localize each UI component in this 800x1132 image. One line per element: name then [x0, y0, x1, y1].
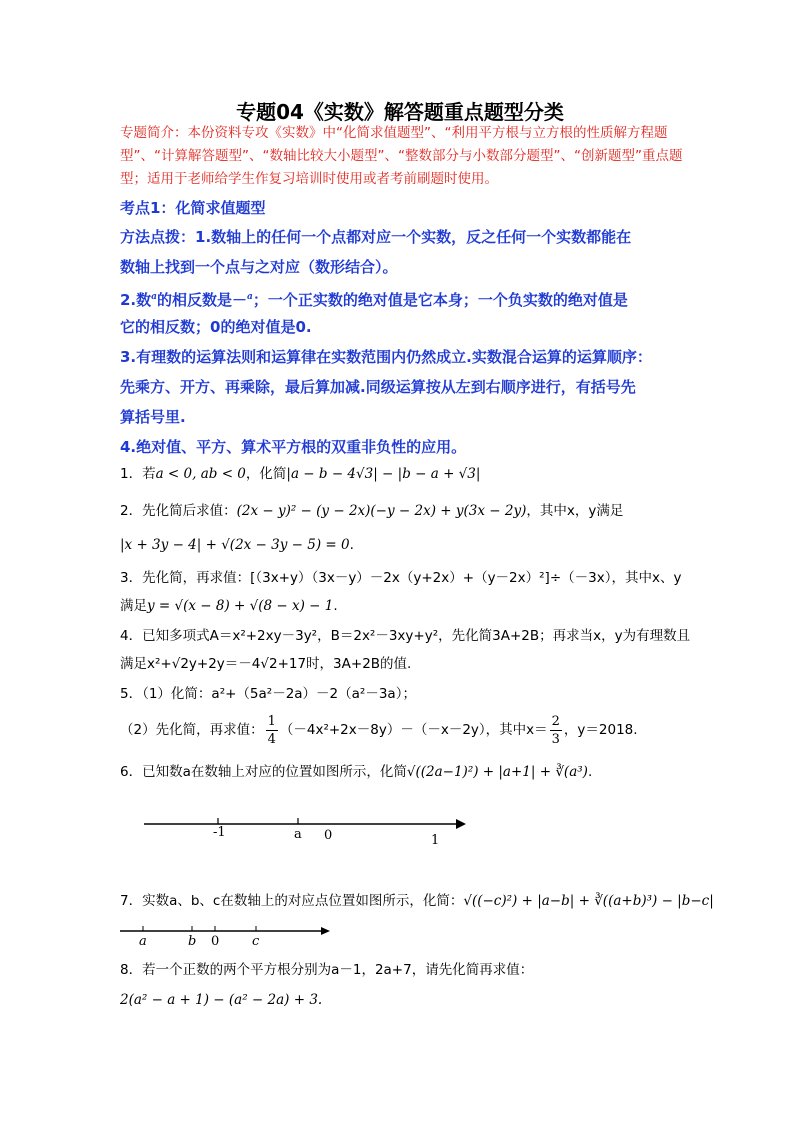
label-minus1: -1 [213, 825, 226, 840]
method-line6: 先乘方、开方、再乘除，最后算加减.同级运算按从左到右顺序进行，有括号先 [120, 378, 636, 396]
number-line-2 [118, 920, 333, 950]
problem-2-line1: 2．先化简后求值：(2x − y)² − (y − 2x)(−y − 2x) + y(3x − 2y)，其中x，y满足 [120, 503, 624, 519]
method-line8: 4.绝对值、平方、算术平方根的双重非负性的应用。 [120, 438, 467, 456]
problem-5-line1: 5．（1）化简：a²+（5a²－2a）－2（a²－3a）； [120, 686, 416, 702]
problem-3-line1: 3．先化简，再求值：[（3x+y）（3x－y）－2x（y+2x）+（y－2x）²]÷（－3x），其中x、y [120, 570, 682, 586]
method-line1: 方法点拨：1.数轴上的任何一个点都对应一个实数，反之任何一个实数都能在 [120, 228, 632, 246]
problem-4-line2: 满足x²+√2y+2y＝－4√2+17时，3A+2B的值. [120, 656, 412, 672]
method-line5: 3.有理数的运算法则和运算律在实数范围内仍然成立.实数混合运算的运算顺序： [120, 348, 652, 366]
problem-8-line1: 8．若一个正数的两个平方根分别为a－1，2a+7，请先化简再求值： [120, 962, 534, 978]
label-a: a [294, 827, 302, 842]
problem-2-line2: |x + 3y − 4| + √(2x − 3y − 5) = 0. [120, 537, 354, 553]
label-1: 1 [431, 833, 440, 848]
problem-7: 7．实数a、b、c在数轴上的对应点位置如图所示，化简：√((−c)²) + |a−b| + ∛((a+b)³) − |b−c| [120, 893, 714, 909]
page-title: 专题04《实数》解答题重点题型分类 [236, 100, 564, 124]
label-c: c [252, 934, 260, 949]
number-line-1 [140, 808, 470, 852]
problem-6: 6．已知数a在数轴上对应的位置如图所示，化简√((2a−1)²) + |a+1| + ∛(a³). [120, 764, 593, 780]
label-a: a [139, 934, 147, 949]
fraction-two-thirds: $\frac{2}{3}$ [551, 713, 560, 747]
intro-paragraph: 专题简介：本份资料专攻《实数》中“化简求值题型”、“利用平方根与立方根的性质解方程题型”、“计算解答题型”、“数轴比较大小题型”、“整数部分与小数部分题型”、“创新题型”重点题型；适用于老师给学生作复习培训时使用或者考前刷题时使用。 [120, 125, 683, 187]
section1-title: 考点1：化简求值题型 [120, 199, 266, 217]
problem-1: 1．若a < 0, ab < 0，化简|a − b − 4√3| − |b − a + √3| [120, 466, 481, 482]
method-line2: 数轴上找到一个点与之对应（数形结合）。 [120, 258, 398, 276]
problem-8-line2: 2(a² − a + 1) − (a² − 2a) + 3. [120, 992, 323, 1008]
method-line7: 算括号里. [120, 408, 186, 426]
method-line4: 它的相反数；0的绝对值是0. [120, 318, 312, 336]
method-line3: 2.数$^a$的相反数是－$^a$；一个正实数的绝对值是它本身；一个负实数的绝对值是 [120, 291, 628, 309]
label-b: b [188, 934, 197, 949]
arrow-head [321, 927, 330, 935]
problem-5-line2: （2）先化简，再求值： $\frac{1}{4}$ （－4x²+2x－8y）－（－x－2y），其中x＝ $\frac{2}{3}$ ，y＝2018. [120, 713, 638, 747]
label-0: 0 [211, 934, 220, 949]
label-0: 0 [324, 828, 333, 843]
arrow-head [456, 819, 466, 829]
fraction-one-quarter: $\frac{1}{4}$ [267, 713, 276, 747]
problem-3-line2: 满足y = √(x − 8) + √(8 − x) − 1. [120, 598, 338, 614]
problem-4-line1: 4．已知多项式A＝x²+2xy－3y²，B＝2x²－3xy+y²，先化简3A+2B；再求当x，y为有理数且 [120, 628, 691, 644]
